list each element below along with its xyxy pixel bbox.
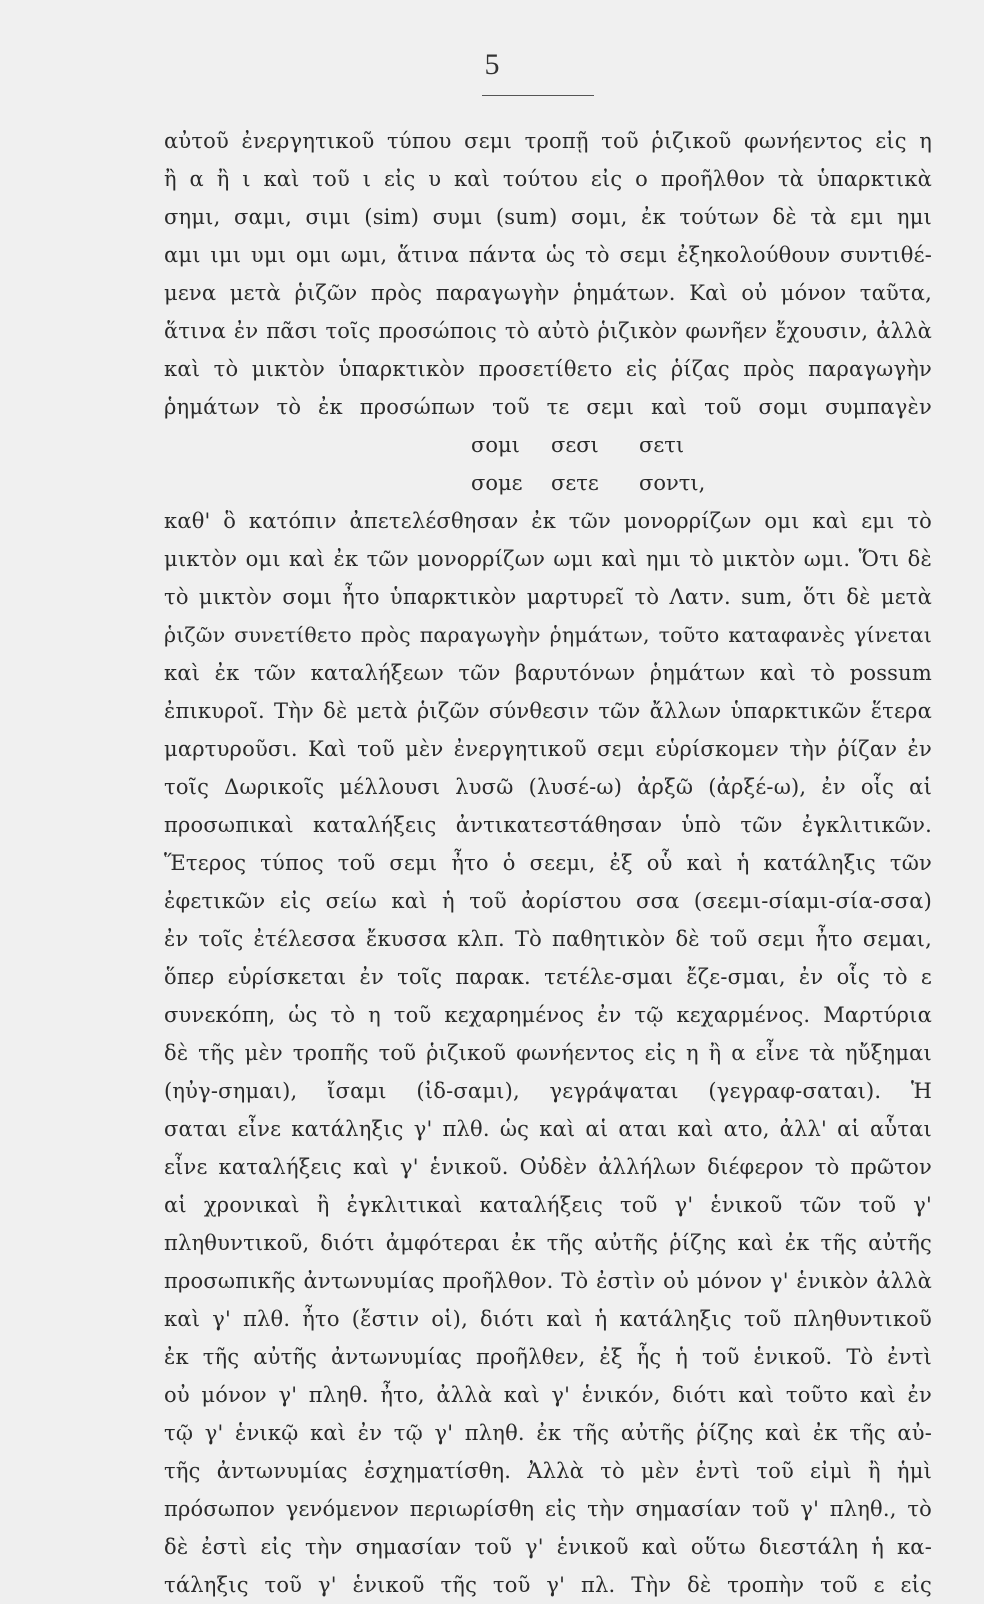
text-line: δὲ τῆς μὲν τροπῆς τοῦ ῥιζικοῦ φωνήεντος εἰς η ἢ α εἶνε τὰ ηὔξημαι (164, 1041, 932, 1065)
text-line: ἐκ τῆς αὐτῆς ἀντωνυμίας προῆλθεν, ἐξ ἧς ἡ τοῦ ἑνικοῦ. Τὸ ἐντὶ (164, 1345, 932, 1369)
text-line: ῥημάτων τὸ ἐκ προσώπων τοῦ τε σεμι καὶ τοῦ σομι συμπαγὲν (164, 395, 932, 419)
text-line: συνεκόπη, ὡς τὸ η τοῦ κεχαρημένος ἐν τῷ κεχαρμένος. Μαρτύρια (164, 1003, 932, 1027)
text-line: τῷ γ' ἑνικῷ καὶ ἐν τῷ γ' πληθ. ἐκ τῆς αὐτῆς ῥίζης καὶ ἐκ τῆς αὐ- (164, 1421, 932, 1445)
text-line: τῆς ἀντωνυμίας ἐσχηματίσθη. Ἀλλὰ τὸ μὲν ἐντὶ τοῦ εἰμὶ ἢ ἡμὶ (164, 1459, 932, 1483)
text-line: μενα μετὰ ῥιζῶν πρὸς παραγωγὴν ῥημάτων. Καὶ οὐ μόνον ταῦτα, (164, 281, 932, 305)
conjugation-form: σομε (471, 471, 523, 495)
text-line: Ἕτερος τύπος τοῦ σεμι ἦτο ὁ σεεμι, ἐξ οὗ καὶ ἡ κατάληξις τῶν (164, 851, 932, 875)
conjugation-form: σοντι, (639, 471, 706, 495)
text-line: μικτὸν ομι καὶ ἐκ τῶν μονορρίζων ωμι καὶ ημι τὸ μικτὸν ωμι. Ὅτι δὲ (164, 547, 932, 571)
body-text (164, 122, 932, 1604)
text-line: οὐ μόνον γ' πληθ. ἦτο, ἀλλὰ καὶ γ' ἑνικόν, διότι καὶ τοῦτο καὶ ἐν (164, 1383, 932, 1407)
text-line: πληθυντικοῦ, διότι ἀμφότεραι ἐκ τῆς αὐτῆς ῥίζης καὶ ἐκ τῆς αὐτῆς (164, 1231, 932, 1255)
text-line: (ηὐγ-σημαι), ἴσαμι (ἰδ-σαμι), γεγράψαται (γεγραφ-σαται). Ἡ (164, 1079, 932, 1103)
text-line: ἢ α ἢ ι καὶ τοῦ ι εἰς υ καὶ τούτου εἰς ο προῆλθον τὰ ὑπαρκτικὰ (164, 167, 932, 191)
text-line: ἐφετικῶν εἰς σείω καὶ ἡ τοῦ ἀορίστου σσα (σεεμι-σίαμι-σία-σσα) (164, 889, 932, 913)
text-line: σημι, σαμι, σιμι (sim) συμι (sum) σομι, ἐκ τούτων δὲ τὰ εμι ημι (164, 205, 932, 229)
text-line: τὸ μικτὸν σομι ἦτο ὑπαρκτικὸν μαρτυρεῖ τὸ Λατν. sum, ὅτι δὲ μετὰ (164, 585, 932, 609)
text-line: πρόσωπον γενόμενον περιωρίσθη εἰς τὴν σημασίαν τοῦ γ' πληθ., τὸ (164, 1497, 932, 1521)
text-line: δὲ ἐστὶ εἰς τὴν σημασίαν τοῦ γ' ἑνικοῦ καὶ οὕτω διεστάλη ἡ κα- (164, 1535, 932, 1559)
conjugation-form: σομι (471, 433, 520, 457)
text-line: καὶ τὸ μικτὸν ὑπαρκτικὸν προσετίθετο εἰς ῥίζας πρὸς παραγωγὴν (164, 357, 932, 381)
conjugation-row (164, 464, 932, 502)
text-line: εἶνε καταλήξεις καὶ γ' ἑνικοῦ. Οὐδὲν ἀλλήλων διέφερον τὸ πρῶτον (164, 1155, 932, 1179)
text-line: καθ' ὃ κατόπιν ἀπετελέσθησαν ἐκ τῶν μονορρίζων ομι καὶ εμι τὸ (164, 509, 932, 533)
text-line: προσωπικαὶ καταλήξεις ἀντικατεστάθησαν ὑπὸ τῶν ἐγκλιτικῶν. (164, 813, 932, 837)
text-line: ἐν τοῖς ἐτέλεσσα ἔκυσσα κλπ. Τὸ παθητικὸν δὲ τοῦ σεμι ἦτο σεμαι, (164, 927, 932, 951)
conjugation-row (164, 426, 932, 464)
text-line: αἱ χρονικαὶ ἢ ἐγκλιτικαὶ καταλήξεις τοῦ γ' ἑνικοῦ τῶν τοῦ γ' (164, 1193, 932, 1217)
text-line: καὶ γ' πλθ. ἦτο (ἔστιν οἱ), διότι καὶ ἡ κατάληξις τοῦ πληθυντικοῦ (164, 1307, 932, 1331)
text-line: αὐτοῦ ἐνεργητικοῦ τύπου σεμι τροπῇ τοῦ ῥιζικοῦ φωνήεντος εἰς η (164, 129, 932, 153)
text-line: ὅπερ εὑρίσκεται ἐν τοῖς παρακ. τετέλε-σμαι ἔζε-σμαι, ἐν οἷς τὸ ε (164, 965, 932, 989)
text-line: μαρτυροῦσι. Καὶ τοῦ μὲν ἐνεργητικοῦ σεμι εὑρίσκομεν τὴν ῥίζαν ἐν (164, 737, 932, 761)
text-line: σαται εἶνε κατάληξις γ' πλθ. ὡς καὶ αἱ αται καὶ ατο, ἀλλ' αἱ αὗται (164, 1117, 932, 1141)
conjugation-form: σετε (551, 471, 599, 495)
text-line: ἅτινα ἐν πᾶσι τοῖς προσώποις τὸ αὐτὸ ῥιζικὸν φωνῆεν ἔχουσιν, ἀλλὰ (164, 319, 932, 343)
text-line: προσωπικῆς ἀντωνυμίας προῆλθον. Τὸ ἐστὶν οὐ μόνον γ' ἑνικὸν ἀλλὰ (164, 1269, 932, 1293)
text-line: καὶ ἐκ τῶν καταλήξεων τῶν βαρυτόνων ῥημάτων καὶ τὸ possum (164, 661, 932, 685)
text-line: τάληξις τοῦ γ' ἑνικοῦ τῆς τοῦ γ' πλ. Τὴν δὲ τροπὴν τοῦ ε εἰς (164, 1573, 932, 1597)
text-line: ἐπικυροῖ. Τὴν δὲ μετὰ ῥιζῶν σύνθεσιν τῶν ἄλλων ὑπαρκτικῶν ἕτερα (164, 699, 932, 723)
text-line: τοῖς Δωρικοῖς μέλλουσι λυσῶ (λυσέ-ω) ἀρξῶ (ἀρξέ-ω), ἐν οἷς αἱ (164, 775, 932, 799)
header-rule (482, 95, 594, 96)
text-line: ῥιζῶν συνετίθετο πρὸς παραγωγὴν ῥημάτων, τοῦτο καταφανὲς γίνεται (164, 623, 932, 647)
conjugation-form: σετι (639, 433, 685, 457)
text-line: αμι ιμι υμι ομι ωμι, ἅτινα πάντα ὡς τὸ σεμι ἐξηκολούθουν συντιθέ- (164, 243, 932, 267)
page-number: 5 (484, 48, 500, 81)
conjugation-form: σεσι (551, 433, 599, 457)
